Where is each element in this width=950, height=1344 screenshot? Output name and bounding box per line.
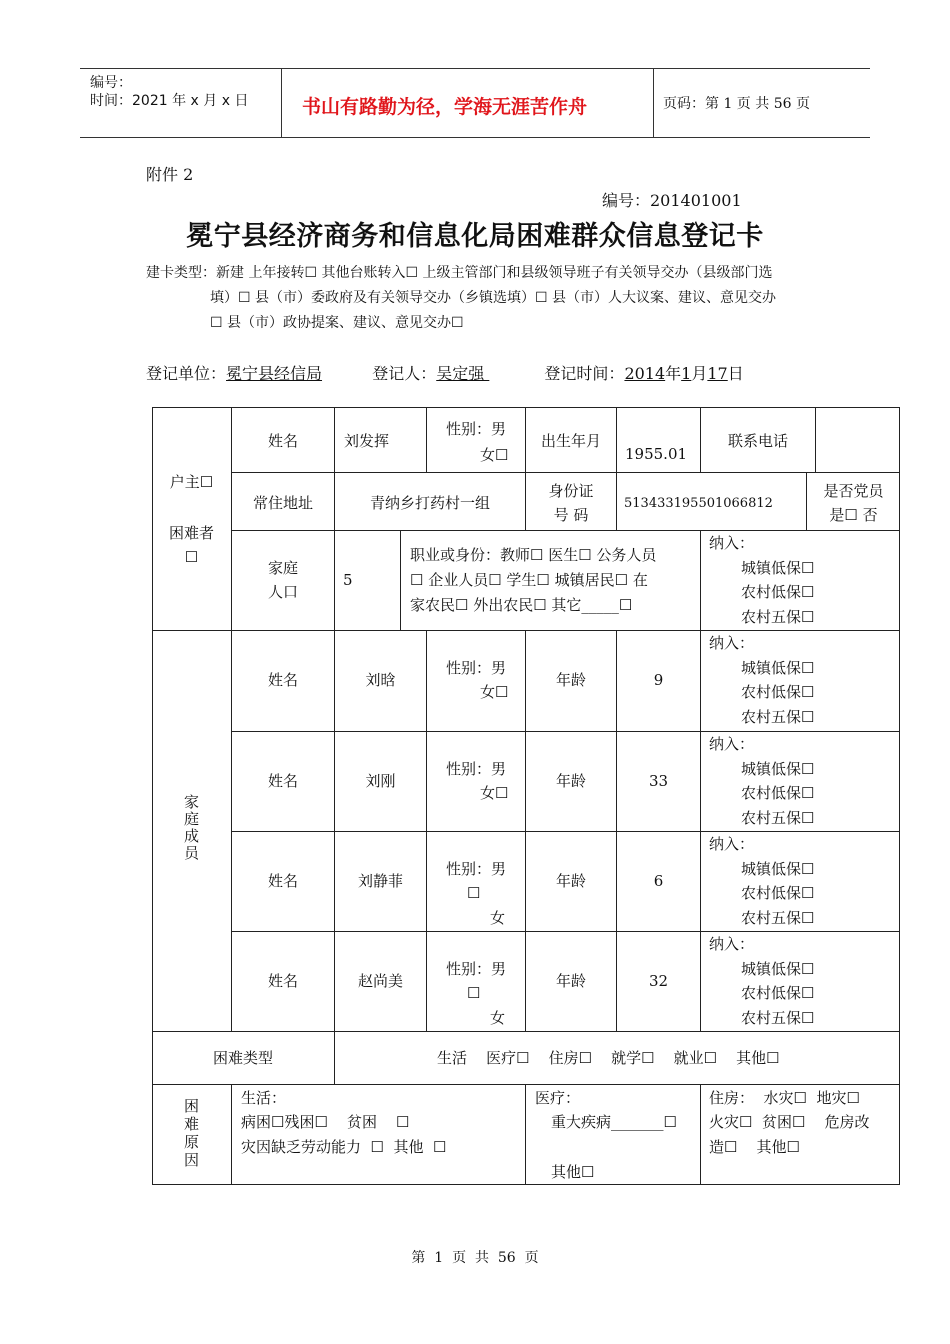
householder-gender: 性别：男 [445,420,506,438]
member-gender-box: ☐ [467,884,481,902]
page-footer: 第 1 页 共 56 页 [411,1250,539,1266]
registration-unit-label: 登记单位： [146,364,227,383]
member-gender: 性别：男 [445,860,506,878]
hardship-type-label: 困难类型 [212,1049,273,1067]
member-name-label: 姓名 [267,772,298,790]
living-reason-label: 生活： [241,1089,287,1107]
housing-reason-line: 火灾☐ 贫困☐ 危房改 [709,1113,870,1131]
registration-unit-value: 冕宁县经信局 [226,364,323,383]
householder-name: 刘发挥 [344,432,390,450]
family-size-label: 家庭 [267,559,298,577]
member-age-label: 年龄 [555,872,586,890]
member-age-label: 年龄 [555,772,586,790]
member-gender-female: 女 [490,1009,506,1027]
year-unit: 年 [665,364,682,383]
member-urban-subsidy: 城镇低保☐ [741,960,815,978]
member-gender-female: 女☐ [480,784,509,802]
party-options: 是☐ 否 [829,506,878,524]
householder-gender-female: 女☐ [480,446,509,464]
member-age: 6 [653,872,664,890]
member-included-label: 纳入： [709,835,755,853]
label-char: 员 [183,844,199,862]
housing-reason-line: 住房： 水灾☐ 地灾☐ [709,1089,860,1107]
five-guarantee-option: 农村五保☐ [741,608,815,626]
member-included-label: 纳入： [709,735,755,753]
occupation-line: ☐ 企业人员☐ 学生☐ 城镇居民☐ 在 [410,571,648,589]
label-char: 困 [183,1097,199,1115]
urban-subsidy-option: 城镇低保☐ [741,559,815,577]
id-label-2: 号 码 [553,506,589,524]
party-label: 是否党员 [823,482,884,500]
hardship-type-options: 生活 医疗☐ 住房☐ 就学☐ 就业☐ 其他☐ [437,1049,780,1067]
member-gender: 性别：男 [445,760,506,778]
included-label: 纳入： [709,534,755,552]
member-gender: 性别：男 [445,960,506,978]
living-reason-line: 病困☐残困☐ 贫困 ☐ [241,1113,410,1131]
medical-reason-other: 其他☐ [551,1163,595,1181]
label-char: 家 [183,793,199,811]
registration-day: 17 [707,364,728,383]
card-type-line: 建卡类型：新建 上年接转☐ 其他台账转入☐ 上级主管部门和县级领导班子有关领导交办（县级部门选 [146,265,773,281]
member-age: 9 [653,671,664,689]
member-age-label: 年龄 [555,671,586,689]
medical-reason-label: 医疗： [535,1089,581,1107]
member-name: 刘晗 [365,671,396,689]
member-name-label: 姓名 [267,671,298,689]
member-five-guarantee: 农村五保☐ [741,909,815,927]
member-gender-female: 女☐ [480,683,509,701]
id-label: 身份证 [548,482,594,500]
member-age: 33 [648,772,669,790]
id-number: 513433195501066812 [624,496,773,511]
housing-reason-line: 造☐ 其他☐ [709,1138,800,1156]
member-urban-subsidy: 城镇低保☐ [741,760,815,778]
label-char: 难 [183,1115,199,1133]
header-motto: 书山有路勤为径，学海无涯苦作舟 [302,96,588,118]
member-rural-subsidy: 农村低保☐ [741,784,815,802]
occupation-line: 家农民☐ 外出农民☐ 其它_____☐ [410,596,633,614]
attachment-label: 附件 2 [146,165,194,184]
header-time-label: 时间：2021 年 x 月 x 日 [90,93,249,109]
member-urban-subsidy: 城镇低保☐ [741,659,815,677]
family-size-value: 5 [343,571,353,589]
card-type-line: 填）☐ 县（市）委政府及有关领导交办（乡镇选填）☐ 县（市）人大议案、建议、意见交办 [210,290,776,306]
registration-time-label: 登记时间： [544,364,625,383]
day-unit: 日 [727,364,744,383]
registration-person-label: 登记人： [372,364,437,383]
address-label: 常住地址 [252,494,313,512]
occupation-line: 职业或身份：教师☐ 医生☐ 公务人员 [410,546,657,564]
rural-subsidy-option: 农村低保☐ [741,583,815,601]
role-hardship-box: ☐ [184,548,199,566]
member-age-label: 年龄 [555,972,586,990]
member-included-label: 纳入： [709,634,755,652]
birth-label: 出生年月 [540,432,601,450]
card-type-line: ☐ 县（市）政协提案、建议、意见交办☐ [210,315,464,331]
page-title: 冕宁县经济商务和信息化局困难群众信息登记卡 [186,221,764,252]
label-char: 成 [183,827,199,845]
role-householder: 户主☐ [169,473,214,491]
header-number-label: 编号： [90,75,132,91]
member-urban-subsidy: 城镇低保☐ [741,860,815,878]
member-name-label: 姓名 [267,972,298,990]
hardship-reason-label [152,1097,231,1169]
family-size-label-2: 人口 [267,583,298,601]
label-char: 原 [183,1133,199,1151]
member-five-guarantee: 农村五保☐ [741,809,815,827]
family-members-label [152,794,231,862]
member-rural-subsidy: 农村低保☐ [741,683,815,701]
medical-reason-line: 重大疾病_______☐ [551,1113,677,1131]
member-rural-subsidy: 农村低保☐ [741,884,815,902]
birth-value: 1955.01 [625,445,688,463]
member-name-label: 姓名 [267,872,298,890]
member-gender-box: ☐ [467,984,481,1002]
member-age: 32 [648,972,669,990]
month-unit: 月 [691,364,708,383]
address-value: 青纳乡打药村一组 [369,494,490,512]
living-reason-line: 灾因缺乏劳动能力 ☐ 其他 ☐ [241,1138,447,1156]
member-five-guarantee: 农村五保☐ [741,708,815,726]
member-included-label: 纳入： [709,935,755,953]
label-char: 因 [183,1151,199,1169]
registration-person-value: 吴定强 [436,364,490,383]
householder-name-label: 姓名 [267,432,298,450]
phone-label: 联系电话 [727,432,788,450]
member-rural-subsidy: 农村低保☐ [741,984,815,1002]
member-gender: 性别：男 [445,659,506,677]
label-char: 庭 [183,810,199,828]
member-name: 刘静菲 [357,872,403,890]
member-five-guarantee: 农村五保☐ [741,1009,815,1027]
header-page-info: 页码：第 1 页 共 56 页 [663,96,810,112]
registration-month: 1 [681,364,692,383]
member-gender-female: 女 [490,909,506,927]
role-hardship: 困难者 [168,524,214,542]
member-name: 刘刚 [365,772,396,790]
registration-year: 2014 [624,364,666,383]
serial-number: 编号：201401001 [602,191,742,210]
member-name: 赵尚美 [357,972,403,990]
